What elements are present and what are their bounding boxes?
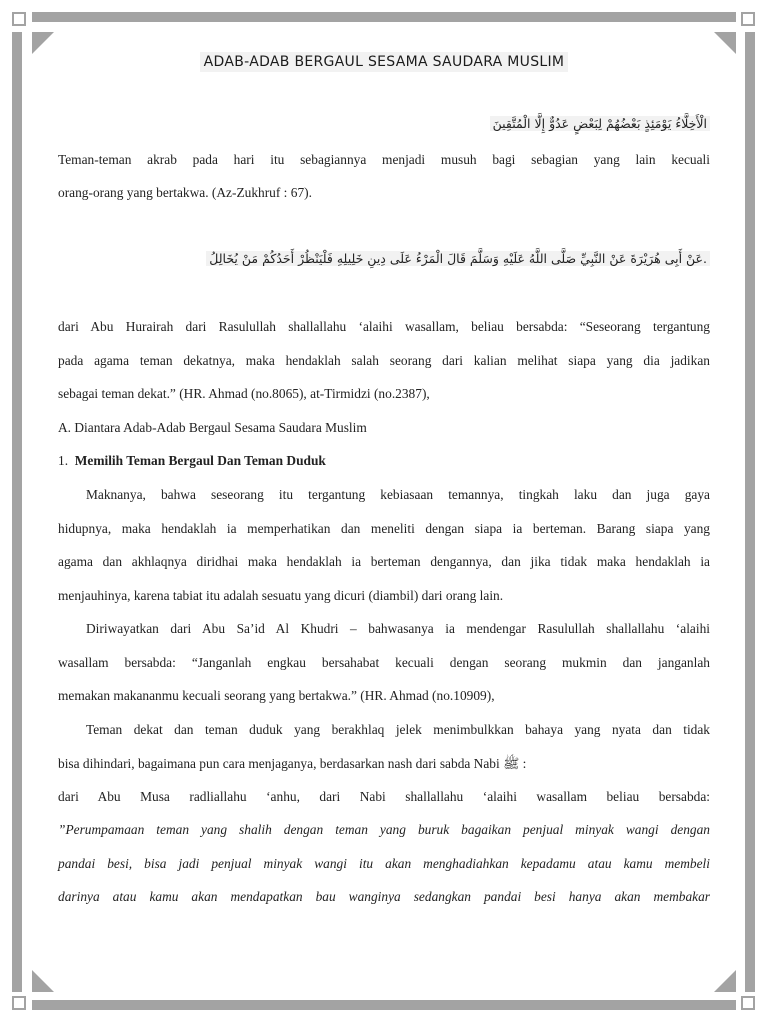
corner-ornament-tr [741, 12, 755, 26]
corner-triangle-tr [714, 32, 736, 54]
hadith-translation-line: dari Abu Hurairah dari Rasulullah shallallahu ‘alaihi wasallam, beliau bersabda: “Seseorang tergantung [58, 319, 710, 334]
corner-ornament-br [741, 996, 755, 1010]
corner-ornament-bl [12, 996, 26, 1010]
point-heading-1 [58, 451, 710, 471]
title-text: ADAB-ADAB BERGAUL SESAMA SAUDARA MUSLIM [200, 52, 569, 72]
ayah-translation-line: Teman-teman akrab pada hari itu sebagiannya menjadi musuh bagi sebagian yang lain kecuali [58, 152, 710, 167]
hadith-translation-line: sebagai teman dekat.” (HR. Ahmad (no.8065), at-Tirmidzi (no.2387), [58, 386, 430, 401]
paragraph-line: memakan makananmu kecuali seorang yang bertakwa.” (HR. Ahmad (no.10909), [58, 688, 495, 703]
hadith-quote-line: ”Perumpamaan teman yang shalih dengan teman yang buruk bagaikan penjual minyak wangi dengan [58, 822, 710, 837]
hadith-quote-line: pandai besi, bisa jadi penjual minyak wangi itu akan menghadiahkan kepadamu atau kamu membeli [58, 856, 710, 871]
paragraph-line: Maknanya, bahwa seseorang itu tergantung kebiasaan temannya, tingkah laku dan juga gaya [86, 487, 710, 502]
document-title [58, 54, 710, 70]
paragraph-line: agama dan akhlaqnya diridhai maka hendaklah ia berteman dengannya, dan jika tidak maka hendaklah ia [58, 554, 710, 569]
point-number: 1. [58, 453, 69, 468]
ayah-arabic [58, 114, 710, 134]
hadith-quote-line: darinya atau kamu akan mendapatkan bau wanginya sedangkan pandai besi hanya akan membakar [58, 889, 710, 904]
paragraph-line: Diriwayatkan dari Abu Sa’id Al Khudri – bahwasanya ia mendengar Rasulullah shallallahu ‘alaihi [86, 621, 710, 636]
paragraph-line: wasallam bersabda: “Janganlah engkau bersahabat kecuali dengan seorang mukmin dan janganlah [58, 655, 710, 670]
border-right [745, 32, 755, 992]
paragraph-line: menjauhinya, karena tabiat itu adalah sesuatu yang dicuri (diambil) dari orang lain. [58, 588, 504, 603]
paragraph-line: bisa dihindari, bagaimana pun cara menjaganya, berdasarkan nash dari sabda Nabi ﷺ : [58, 756, 527, 771]
paragraph-line: dari Abu Musa radliallahu ‘anhu, dari Nabi shallallahu ‘alaihi wasallam beliau bersabda: [58, 789, 710, 804]
paragraph-line: Teman dekat dan teman duduk yang berakhlaq jelek menimbulkkan bahaya yang nyata dan tidak [86, 722, 710, 737]
corner-triangle-bl [32, 970, 54, 992]
point-title: Memilih Teman Bergaul Dan Teman Duduk [74, 453, 326, 468]
corner-triangle-tl [32, 32, 54, 54]
hadith-arabic [58, 249, 710, 269]
corner-triangle-br [714, 970, 736, 992]
ayah-translation-line: orang-orang yang bertakwa. (Az-Zukhruf : 67). [58, 185, 312, 200]
corner-ornament-tl [12, 12, 26, 26]
ayah-arabic-text: الْأَخِلَّاءُ يَوْمَئِذٍ بَعْضُهُمْ لِبَعْضٍ عَدُوٌّ إِلَّا الْمُتَّقِينَ [490, 116, 710, 131]
hadith-translation-line: pada agama teman dekatnya, maka hendaklah salah seorang dari kalian melihat siapa yang dia jadikan [58, 353, 710, 368]
paragraph-line: hidupnya, maka hendaklah ia memperhatikan dan meneliti dengan siapa ia berteman. Barang siapa yang [58, 521, 710, 536]
hadith-arabic-text: .عَنْ أَبِى هُرَيْرَةَ عَنْ النَّبِيِّ صَلَّى اللَّهُ عَلَيْهِ وَسَلَّمَ قَالَ الْمَرْءُ عَلَى دِينِ خَلِيلِهِ فَلْيَنْظُرْ أَحَدُكُمْ مَنْ يُخَالِلُ [206, 251, 710, 266]
border-left [12, 32, 22, 992]
border-top [32, 12, 736, 22]
border-bottom [32, 1000, 736, 1010]
section-heading-a: A. Diantara Adab-Adab Bergaul Sesama Saudara Muslim [58, 420, 367, 435]
